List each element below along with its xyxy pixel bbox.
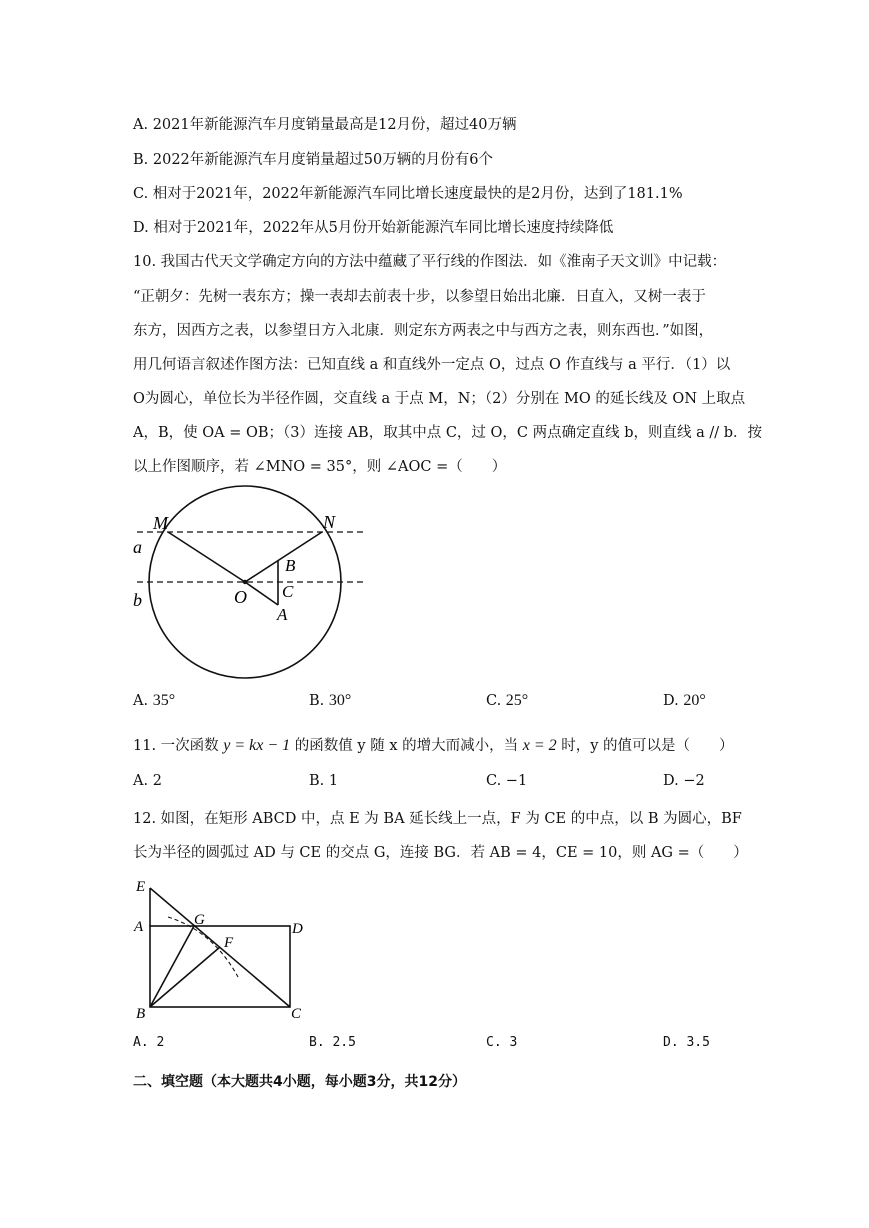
segment-on [245,532,322,582]
q11-options [133,773,733,795]
q10-stem-line-5: O为圆心，单位长为半径作圆，交直线 a 于点 M，N；（2）分别在 MO 的延长线及 ON 上取点 [133,391,746,407]
label-a-point: A [277,605,288,624]
section-title-fill-in: 二、填空题（本大题共4小题，每小题3分，共12分） [133,1074,466,1090]
q10-circle-figure [125,485,385,685]
label-b: B [136,1006,146,1022]
q10-option-c: C. 25° [486,692,529,709]
q10-stem-line-4: 用几何语言叙述作图方法：已知直线 a 和直线外一定点 O，过点 O 作直线与 a 平行．（1）以 [133,357,731,373]
q12-rectangle-figure [128,873,318,1028]
label-e: E [136,879,146,895]
label-c: C [291,1006,302,1022]
label-f: F [224,935,234,951]
segment-bf [150,947,220,1007]
rectangle-abcd [150,926,290,1007]
q11-option-b: B. 1 [309,773,339,789]
segment-bg [150,926,194,1007]
q10-option-d: D. 20° [663,692,706,709]
q12-options [133,1035,733,1057]
q9-option-c: C. 相对于2021年，2022年新能源汽车同比增长速度最快的是2月份，达到了181.1% [133,186,683,202]
q12-option-c: C. 3 [486,1035,518,1050]
q11-stem: 11. 一次函数 y = kx − 1 的函数值 y 随 x 的增大而减小，当 x = 2 时，y 的值可以是（ ） [133,737,734,754]
q10-option-b: B. 30° [309,692,352,709]
q11-option-a: A. 2 [133,773,162,789]
q10-stem-line-1: 10. 我国古代天文学确定方向的方法中蕴藏了平行线的作图法．如《淮南子天文训》中记载： [133,254,727,270]
label-b-line: b [133,590,142,610]
q12-option-b: B. 2.5 [309,1035,356,1050]
q11-formula: y = kx − 1 [223,737,291,754]
q12-stem-line-1: 12. 如图，在矩形 ABCD 中，点 E 为 BA 延长线上一点，F 为 CE 的中点，以 B 为圆心，BF [133,811,742,827]
label-a: A [134,919,144,935]
q10-stem-line-3: 东方，因西方之表，以参望日方入北康．则定东方两表之中与西方之表，则东西也．”如图， [133,323,714,339]
q12-option-a: A. 2 [133,1035,165,1050]
segment-oa [245,582,278,605]
q9-option-a: A. 2021年新能源汽车月度销量最高是12月份，超过40万辆 [133,117,517,133]
label-n: N [323,512,336,532]
q10-stem-line-2: “正朝夕：先树一表东方；操一表却去前表十步，以参望日始出北廉．日直入，又树一表于 [133,289,706,305]
q11-option-d: D. −2 [663,773,705,789]
q9-option-b: B. 2022年新能源汽车月度销量超过50万辆的月份有6个 [133,152,493,168]
q10-option-a: A. 35° [133,692,176,709]
label-b-point: B [285,556,296,575]
q11-option-c: C. −1 [486,773,528,789]
point-o [243,580,247,584]
q11-condition: x = 2 [522,737,557,754]
label-a: a [133,537,142,557]
q10-options [133,692,733,714]
q12-option-d: D. 3.5 [663,1035,710,1050]
segment-mo [168,532,245,582]
label-g: G [194,912,205,928]
q10-stem-line-7: 以上作图顺序，若 ∠MNO = 35°，则 ∠AOC =（ ） [133,459,507,475]
label-m: M [153,513,168,533]
q10-stem-line-6: A，B，使 OA = OB；（3）连接 AB，取其中点 C，过 O，C 两点确定直线 b，则直线 a // b．按 [133,425,763,441]
label-o: O [234,587,247,607]
label-c: C [282,582,294,601]
q9-option-d: D. 相对于2021年，2022年从5月份开始新能源汽车同比增长速度持续降低 [133,220,614,236]
label-d: D [292,921,303,937]
q12-stem-line-2: 长为半径的圆弧过 AD 与 CE 的交点 G，连接 BG．若 AB = 4，CE = 10，则 AG =（ ） [133,845,748,861]
